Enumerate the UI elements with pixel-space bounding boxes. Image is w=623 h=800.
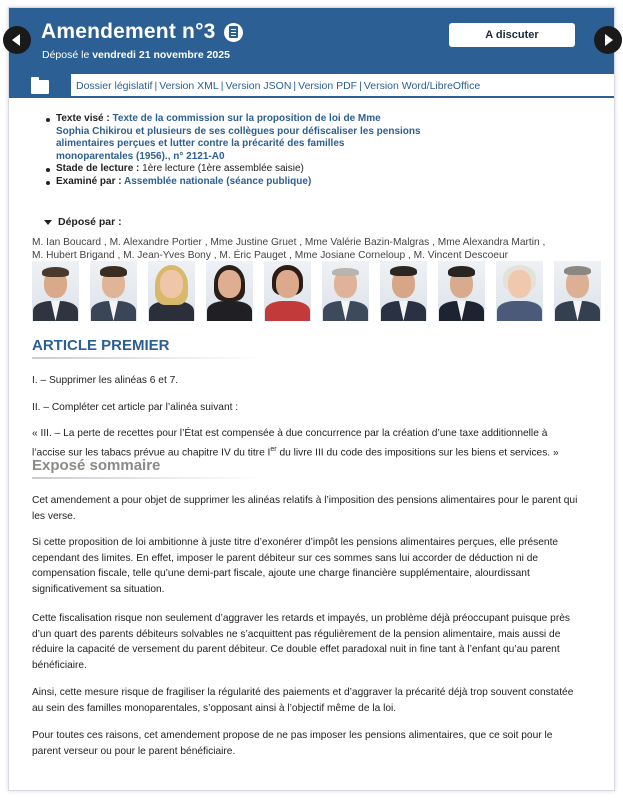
chevron-left-icon	[12, 34, 20, 46]
texte-vise-link[interactable]: Texte de la commission sur la proposition de loi de Mme Sophia Chikirou et plusieurs de ses collègues pour défiscaliser les pensions alimentaires perçues et lutter contre la précarité des familles monoparentales (1956)., n° 2121-A0	[56, 113, 421, 162]
author-photo[interactable]	[264, 261, 311, 321]
link-version-pdf[interactable]: Version PDF	[298, 80, 358, 92]
author-photo[interactable]	[554, 261, 601, 321]
version-toolbar	[9, 74, 615, 98]
expose-heading: Exposé sommaire	[32, 457, 160, 474]
folder-button[interactable]	[9, 74, 71, 98]
link-version-word[interactable]: Version Word/LibreOffice	[363, 80, 481, 92]
author-photo[interactable]	[322, 261, 369, 321]
status-button[interactable]: A discuter	[449, 23, 575, 47]
expose-paragraph: Cette fiscalisation risque non seulement d’aggraver les retards et impayés, un problème déjà préoccupant puisque près d’un quart des parents débiteurs solvables ne s’acquittent pas régulièrement de la pension alimentaire, mais aussi de réduire la capacité de versement du parent débiteur. Ce double effet paradoxal nuit in fine tant à l’enfant qu’au parent bénéficiaire.	[32, 613, 570, 671]
author-photo[interactable]	[90, 261, 137, 321]
author-photo[interactable]	[496, 261, 543, 321]
meta-examine-par: Examiné par : Assemblée nationale (séance publique)	[42, 176, 422, 189]
meta-stade-lecture: Stade de lecture : 1ère lecture (1ère assemblée saisie)	[42, 163, 422, 176]
author-photo[interactable]	[148, 261, 195, 321]
link-version-xml[interactable]: Version XML	[159, 80, 219, 92]
author-photo[interactable]	[32, 261, 79, 321]
chevron-right-icon	[605, 34, 613, 46]
amendment-header	[9, 8, 615, 74]
expose-paragraph: Pour toutes ces raisons, cet amendement propose de ne pas imposer les pensions alimentaires, que ce soit pour le parent verseur ou pour le parent bénéficiaire.	[32, 730, 553, 757]
authors-list: M. Ian Boucard , M. Alexandre Portier , Mme Justine Gruet , Mme Valérie Bazin-Malgras , Mme Alexandra Martin , M. Hubert Brigand , M. Jean-Yves Bony , M. Éric Pauget , Mme Josiane Corneloup , M. Vincent Descoeur	[32, 237, 546, 261]
next-amendment-button[interactable]	[594, 26, 622, 54]
article-paragraph: I. – Supprimer les alinéas 6 et 7.	[32, 375, 179, 386]
expose-paragraph: Cet amendement a pour objet de supprimer les alinéas relatifs à l’imposition des pensions alimentaires pour le parent qui les verse.	[32, 495, 578, 522]
author-photo[interactable]	[438, 261, 485, 321]
meta-texte-vise: Texte visé : Texte de la commission sur la proposition de loi de Mme Sophia Chikirou et plusieurs de ses collègues pour défiscaliser les pensions alimentaires perçues et lutter contre la précarité des familles monoparentales (1956)., n° 2121-A0	[42, 113, 422, 163]
article-paragraph: II. – Compléter cet article par l’alinéa suivant :	[32, 402, 239, 413]
caret-down-icon	[44, 220, 52, 225]
expose-paragraph: Ainsi, cette mesure risque de fragiliser la régularité des paiements et d’aggraver la précarité déjà trop souvent constatée au sein des familles monoparentales, s’opposant ainsi à l’objectif même de la loi.	[32, 687, 574, 714]
article-heading: ARTICLE PREMIER	[32, 337, 170, 354]
version-links: Dossier législatif | Version XML | Version JSON | Version PDF | Version Word/LibreOffice	[76, 80, 481, 92]
link-dossier-legislatif[interactable]: Dossier législatif	[76, 80, 153, 92]
author-photo[interactable]	[206, 261, 253, 321]
folder-icon	[31, 80, 49, 94]
deposit-date: Déposé le vendredi 21 novembre 2025	[42, 49, 230, 61]
previous-amendment-button[interactable]	[3, 26, 31, 54]
amendment-title: Amendement n°3	[41, 20, 216, 43]
amendment-metadata	[42, 113, 422, 188]
article-paragraph: « III. – La perte de recettes pour l’État est compensée à due concurrence par la création d’une taxe additionnelle à l’accise sur les tabacs prévue au chapitre IV du titre Ier du livre III du code des impositions sur les biens et services. »	[32, 428, 559, 458]
author-photo[interactable]	[380, 261, 427, 321]
expose-paragraph: Si cette proposition de loi ambitionne à juste titre d’exonérer d’impôt les pensions alimentaires perçues, elle présente cependant des limites. En effet, imposer le parent débiteur sur ces sommes sans lui accorder de déduction ni de compensation fiscale, telle qu’une demi-part fiscale, ajoute une charge financière supplémentaire, alourdissant significativement sa situation.	[32, 537, 559, 595]
examine-par-link[interactable]: Assemblée nationale (séance publique)	[124, 175, 312, 187]
author-photos	[32, 261, 607, 321]
depose-par-toggle[interactable]: Déposé par :	[44, 216, 122, 228]
document-icon[interactable]	[224, 23, 243, 42]
link-version-json[interactable]: Version JSON	[225, 80, 292, 92]
